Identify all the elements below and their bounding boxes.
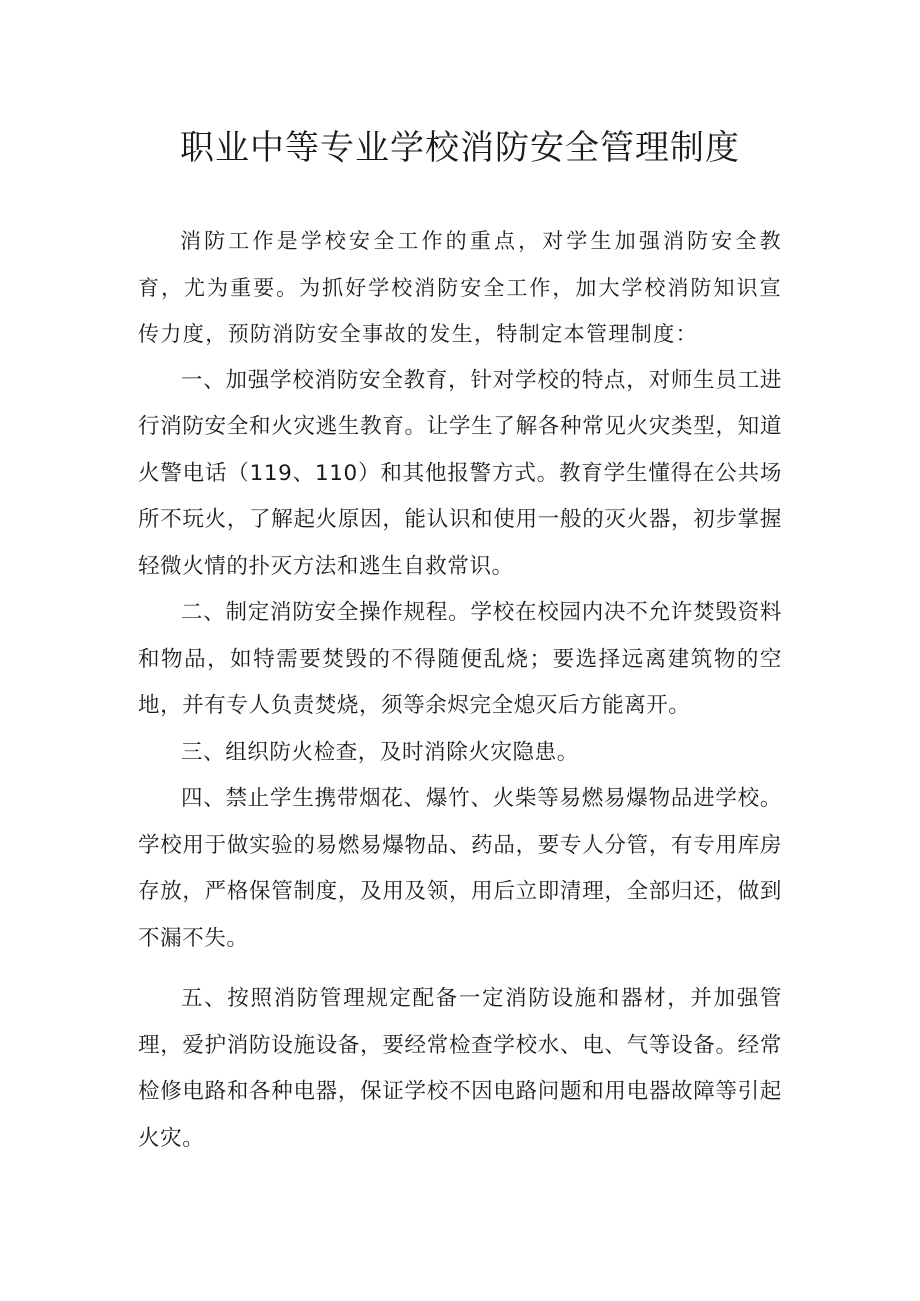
- document-title: 职业中等专业学校消防安全管理制度: [180, 128, 740, 168]
- section-1-paragraph: 一、加强学校消防安全教育，针对学校的特点，对师生员工进行消防安全和火灾逃生教育。让学生了解各种常见火灾类型，知道火警电话（119、110）和其他报警方式。教育学生懂得在公共场所不玩火，了解起火原因，能认识和使用一般的灭火器，初步掌握轻微火情的扑灭方法和逃生自救常识。: [138, 367, 782, 579]
- section-2-paragraph: 二、制定消防安全操作规程。学校在校园内决不允许焚毁资料和物品，如特需要焚毁的不得随便乱烧；要选择远离建筑物的空地，并有专人负责焚烧，须等余烬完全熄灭后方能离开。: [138, 600, 782, 718]
- section-4-paragraph: 四、禁止学生携带烟花、爆竹、火柴等易燃易爆物品进学校。学校用于做实验的易燃易爆物品、药品，要专人分管，有专用库房存放，严格保管制度，及用及领，用后立即清理，全部归还，做到不漏不失。: [138, 786, 782, 951]
- section-3-paragraph: 三、组织防火检查，及时消除火灾隐患。: [181, 739, 579, 765]
- intro-paragraph: 消防工作是学校安全工作的重点，对学生加强消防安全教育，尤为重要。为抓好学校消防安全工作，加大学校消防知识宣传力度，预防消防安全事故的发生，特制定本管理制度：: [138, 229, 782, 346]
- section-5-paragraph: 五、按照消防管理规定配备一定消防设施和器材，并加强管理，爱护消防设施设备，要经常检查学校水、电、气等设备。经常检修电路和各种电器，保证学校不因电路问题和用电器故障等引起火灾。: [138, 986, 782, 1151]
